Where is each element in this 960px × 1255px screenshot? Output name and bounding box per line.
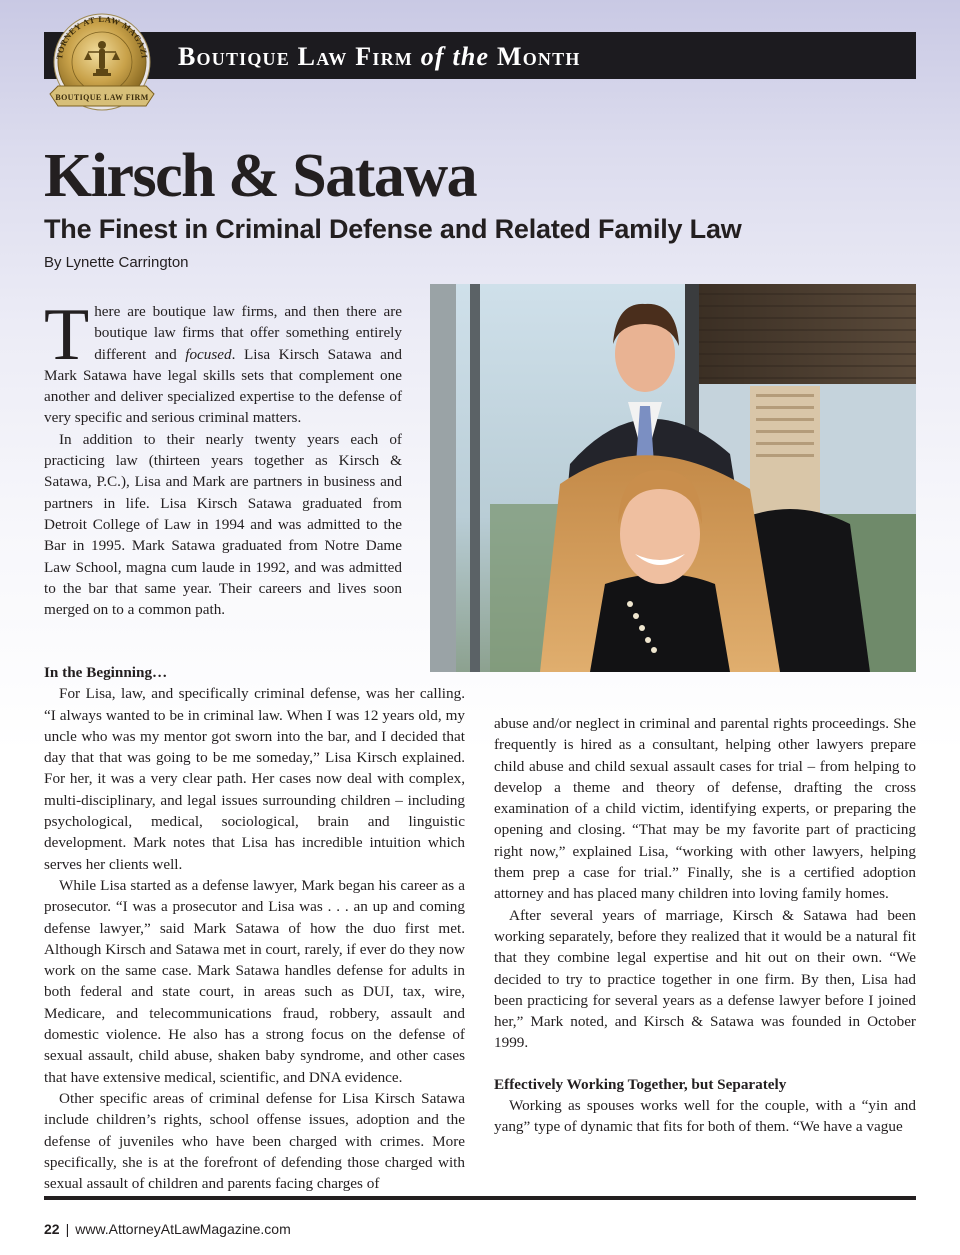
magazine-url: www.AttorneyAtLawMagazine.com — [75, 1221, 291, 1237]
paragraph-yin-yang: Working as spouses works well for the couple, with a “yin and yang” type of dynamic that fits for both of them. “We have a vague — [494, 1097, 916, 1136]
byline: By Lynette Carrington — [44, 254, 189, 271]
footer-rule — [44, 1196, 916, 1200]
article-column-left-top — [44, 294, 402, 620]
attorneys-photo — [430, 284, 916, 672]
page-number: 22 — [44, 1221, 60, 1237]
article-title: Kirsch & Satawa — [44, 142, 477, 210]
magazine-seal — [40, 12, 166, 118]
paragraph-mark-career: While Lisa started as a defense lawyer, Mark began his career as a prosecutor. “I was a prosecutor and Lisa was . . . an up and coming defense lawyer,” said Mark Satawa of how the duo first met. Although Kirsch and Satawa met in court, rarely, if ever do they now work on the same case. Mark Satawa handles defense for adults in both federal and state court, in areas such as DUI, tax, wire, Medicare, and telecommunications fraud, robbery, assault and domestic violence. He also has a strong focus on the defense of sexual assault, child abuse, shaken baby syndrome, and other cases that have extensive medical, scientific, and DNA evidence. — [44, 876, 465, 1086]
article-subtitle: The Finest in Criminal Defense and Related Family Law — [44, 214, 742, 244]
banner-title: Boutique Law Firm of the Month — [178, 42, 581, 71]
article-column-right — [494, 713, 916, 1138]
article-column-left-bottom — [44, 642, 465, 1194]
paragraph-consultant: abuse and/or neglect in criminal and parental rights proceedings. She frequently is hired as a consultant, helping other lawyers prepare child abuse and child sexual assault cases for trial – from helping to develop a theme and theory of defense, drafting the cross examination of a child victim, identifying experts, or preparing the opening and closing. “That may be my favorite part of practicing right now,” explained Lisa, “working with other lawyers, helping them prep a case for trial.” Finally, she is a certified adoption attorney and has placed many children into loving family homes. — [494, 715, 916, 903]
footer-separator: | — [65, 1221, 70, 1237]
paragraph-firm-founded: After several years of marriage, Kirsch & Satawa had been working separately, before they realized that it would be a natural fit that they combine legal expertise and hit out on their own. “We decided to try to practice together in one firm. By then, Lisa had been practicing for several years as a defense lawyer before I joined her,” Mark noted, and Kirsch & Satawa was founded in October 1999. — [494, 906, 916, 1052]
drop-cap: T — [44, 294, 90, 376]
paragraph-background: In addition to their nearly twenty years each of practicing law (thirteen years together as Kirsch & Satawa, P.C.), Lisa and Mark are partners in business and partners in life. Lisa Kirsch Satawa graduated from Detroit College of Law in 1994 and was admitted to the Bar in 1995. Mark Satawa graduated from Notre Dame Law School, magna cum laude in 1992, and was admitted to the bar that same year. Their careers and lives soon merged on to a common path. — [44, 430, 402, 619]
section-heading-working: Effectively Working Together, but Separately — [494, 1075, 787, 1093]
page-footer — [44, 1220, 291, 1238]
paragraph-lisa-calling: For Lisa, law, and specifically criminal defense, was her calling. “I always wanted to be in criminal law. When I was 12 years old, my uncle who was my mentor got sworn into the bar, and I decided that day that that was going to be me someday,” Lisa Kirsch explained. For her, it was a very clear path. Her cases now deal with complex, multi-disciplinary, and legal issues surrounding children – including psychological, medical, sociological, brain and linguistic development. Mark notes that Lisa has incredible intuition which serves her clients well. — [44, 685, 465, 873]
paragraph-lisa-areas: Other specific areas of criminal defense for Lisa Kirsch Satawa include children’s rights, school offense issues, adoption and the defense of juveniles who have been charged with crimes. More specifically, she is at the forefront of defending those charged with sexual assault of children and parents facing charges of — [44, 1089, 465, 1193]
section-heading-beginning: In the Beginning… — [44, 664, 168, 681]
paragraph-intro: There are boutique law firms, and then there are boutique law firms that offer something entirely different and focused. Lisa Kirsch Satawa and Mark Satawa have legal skills sets that complement one another and deliver specialized expertise to the defense of very specific and serious criminal matters. — [44, 294, 402, 427]
seal-ring-text: TORNEY AT LAW MAGAZI — [54, 13, 150, 60]
seal-ribbon-text: BOUTIQUE LAW FIRM — [55, 93, 149, 102]
